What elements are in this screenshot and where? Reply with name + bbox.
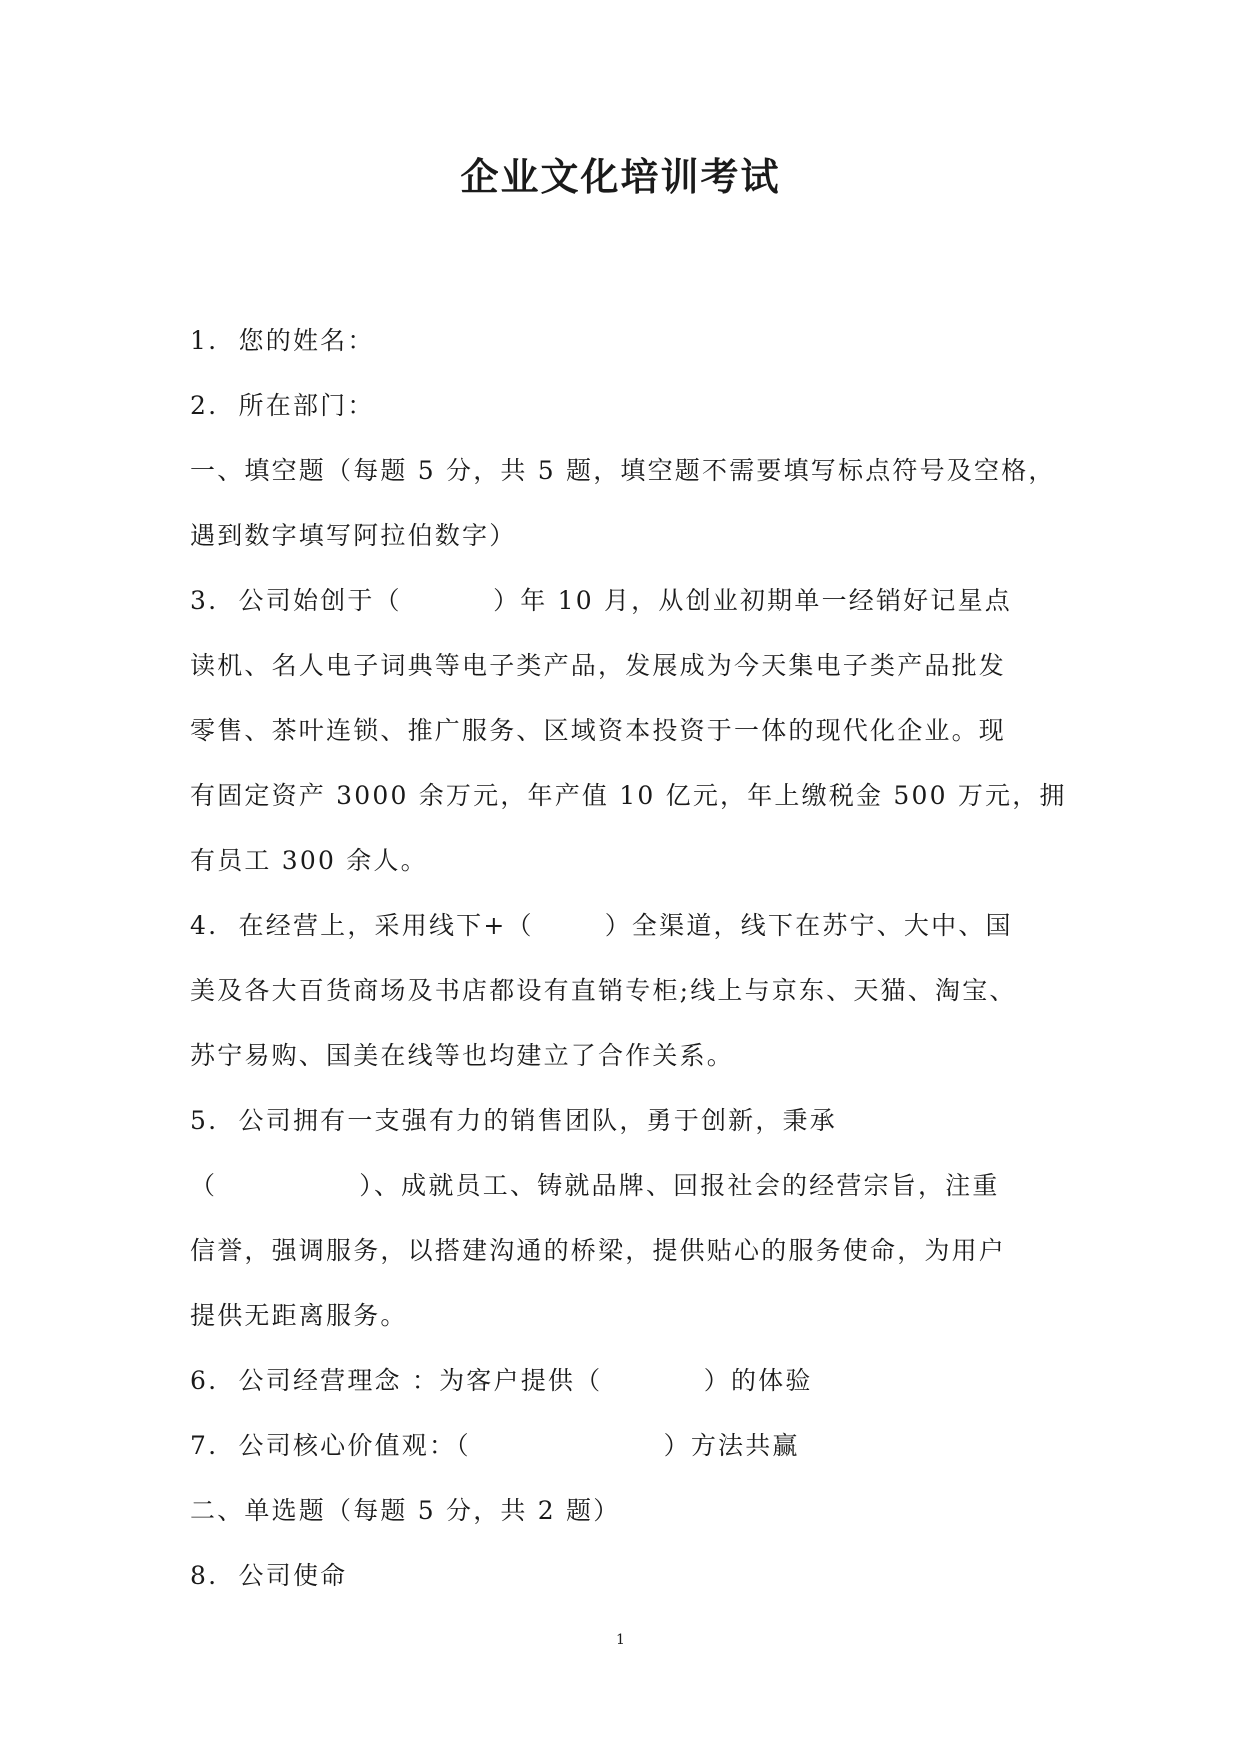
question-3-line-4: 有固定资产 3000 余万元，年产值 10 亿元，年上缴税金 500 万元，拥 — [190, 781, 1067, 810]
question-7-line: 7. 公司核心价值观：（ ）方法共赢 — [190, 1431, 800, 1460]
question-3-line-1: 3. 公司始创于（ ）年 10 月，从创业初期单一经销好记星点 — [190, 586, 1012, 615]
section-fill-blank-heading: 一、填空题（每题 5 分，共 5 题，填空题不需要填写标点符号及空格， — [190, 456, 1056, 485]
question-8-line: 8. 公司使命 — [190, 1561, 348, 1590]
question-3-line-5: 有员工 300 余人。 — [190, 846, 428, 875]
question-5-line-4: 提供无距离服务。 — [190, 1301, 408, 1330]
question-6-line: 6. 公司经营理念 ：为客户提供（ ）的体验 — [190, 1366, 813, 1395]
question-4-line-3: 苏宁易购、国美在线等也均建立了合作关系。 — [190, 1041, 735, 1070]
question-5-line-1: 5. 公司拥有一支强有力的销售团队，勇于创新，秉承 — [190, 1106, 837, 1135]
question-5-line-2: （ ）、成就员工、铸就品牌、回报社会的经营宗旨，注重 — [190, 1171, 1000, 1200]
section-fill-blank-heading-cont: 遇到数字填写阿拉伯数字） — [190, 521, 517, 550]
question-name-line: 1. 您的姓名： — [190, 326, 375, 355]
document-body — [190, 308, 1067, 1608]
question-3-line-2: 读机、名人电子词典等电子类产品，发展成为今天集电子类产品批发 — [190, 651, 1007, 680]
page-number: 1 — [616, 1632, 625, 1648]
question-3-line-3: 零售、茶叶连锁、推广服务、区域资本投资于一体的现代化企业。现 — [190, 716, 1007, 745]
section-single-choice-heading: 二、单选题（每题 5 分，共 2 题） — [190, 1496, 621, 1525]
question-4-line-1: 4. 在经营上，采用线下+（ ）全渠道，线下在苏宁、大中、国 — [190, 911, 1013, 940]
document-title: 企业文化培训考试 — [460, 154, 781, 199]
question-department-line: 2. 所在部门： — [190, 391, 375, 420]
question-5-line-3: 信誉，强调服务，以搭建沟通的桥梁，提供贴心的服务使命，为用户 — [190, 1236, 1007, 1265]
question-4-line-2: 美及各大百货商场及书店都设有直销专柜;线上与京东、天猫、淘宝、 — [190, 976, 1017, 1005]
